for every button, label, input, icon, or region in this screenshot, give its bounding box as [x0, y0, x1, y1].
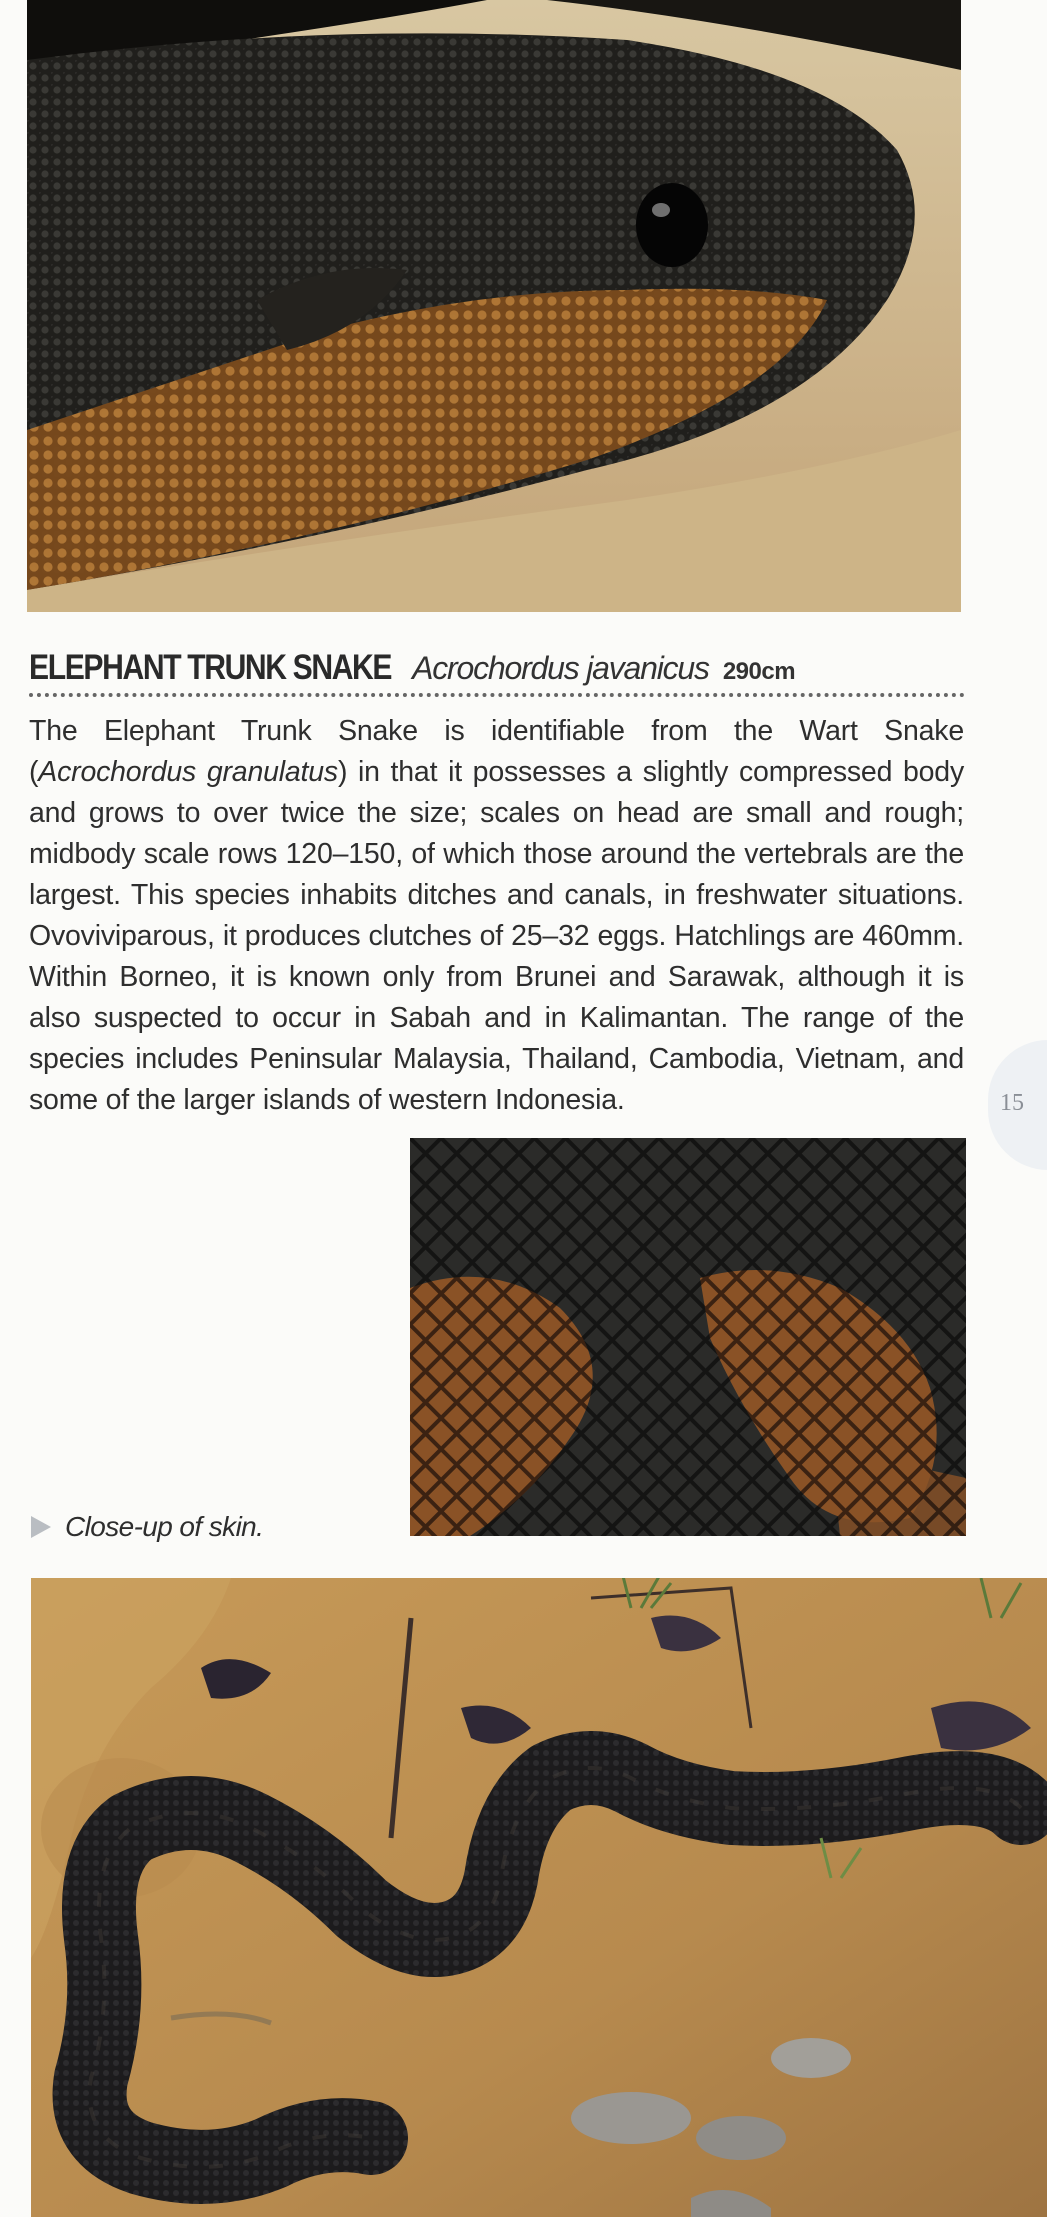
description-italic-name: Acrochordus granulatus: [38, 756, 338, 788]
skin-closeup-photo: [410, 1138, 966, 1536]
species-heading: [29, 648, 969, 692]
description-part1: The Elephant Trunk Snake is identifiable from the Wart Snake (: [29, 715, 964, 788]
page-number: 15: [1000, 1090, 1024, 1116]
scientific-name: Acrochordus javanicus: [412, 650, 709, 686]
caption-arrow-icon: [31, 1516, 51, 1538]
description-part2: ) in that it possesses a slightly compressed body and grows to over twice the size; scales on head are small and rough; midbody scale rows 120–150, of which those around the vertebrals are the largest. This species inhabits ditches and canals, in freshwater situations. Ovoviviparous, it produces clutches of 25–32 eggs. Hatchlings are 460mm. Within Borneo, it is known only from Brunei and Sarawak, although it is also suspected to occur in Sabah and in Kalimantan. The range of the species includes Peninsular Malaysia, Thailand, Cambodia, Vietnam, and some of the larger islands of western Indonesia.: [29, 756, 964, 1116]
dotted-divider: [29, 693, 965, 697]
species-size: 290cm: [722, 658, 796, 685]
common-name: ELEPHANT TRUNK SNAKE: [29, 648, 392, 687]
snake-head-photo: [27, 0, 961, 612]
snake-on-mud-photo: [31, 1578, 1047, 2217]
caption-text: Close-up of skin.: [65, 1511, 264, 1542]
photo-caption: [31, 1511, 263, 1543]
species-description: [29, 711, 964, 1121]
